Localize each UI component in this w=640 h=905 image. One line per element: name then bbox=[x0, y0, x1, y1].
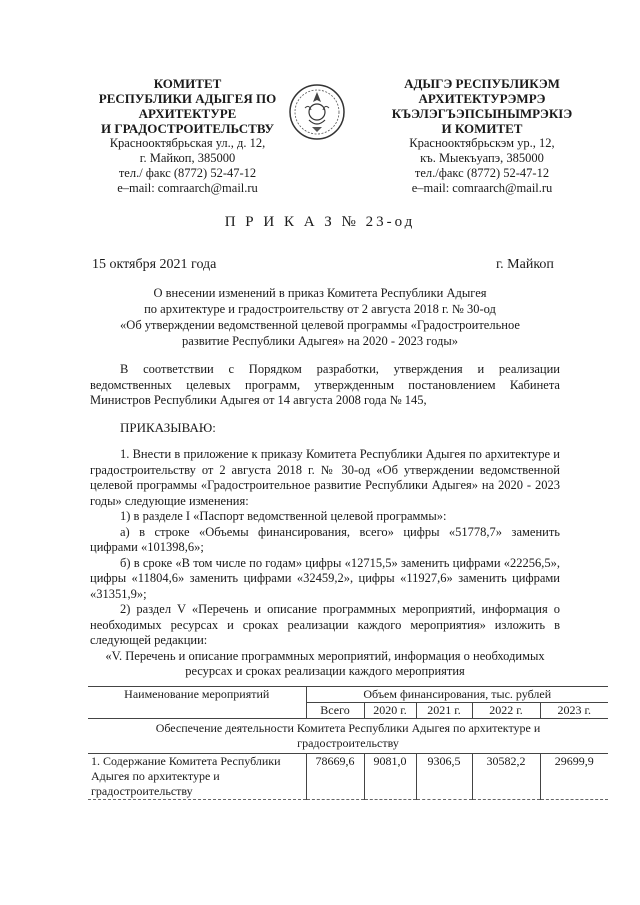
funding-table bbox=[88, 686, 608, 800]
funding-table-wrap bbox=[88, 686, 608, 800]
left-header-addr2: г. Майкоп, 385000 bbox=[139, 151, 236, 165]
order-body bbox=[90, 447, 560, 680]
section-title bbox=[90, 649, 560, 680]
subheader-2023: 2023 г. bbox=[557, 703, 592, 717]
col-funding-header: Объем финансирования, тыс. рублей bbox=[306, 687, 608, 703]
left-header-phone: тел./ факс (8772) 52-47-12 bbox=[118, 166, 257, 180]
order-title: П Р И К А З № 23-од bbox=[224, 214, 416, 230]
item-1-2: 2) раздел V «Перечень и описание программных мероприятий, информация о необходимых ресурсах и сроках реализации каждого мероприятия» изложить в следующей редакции: bbox=[90, 602, 560, 647]
right-header-line3: КЪЭЛЭГЪЭПСЫНЫМРЭКIЭ bbox=[391, 106, 573, 121]
subject-line-2: по архитектуре и градостроительству от 2 августа 2018 г. № 30-од bbox=[144, 302, 496, 316]
subheader-2021: 2021 г. bbox=[416, 703, 472, 719]
row1-name: 1. Содержание Комитета Республики Адыгея по архитектуре и градостроительству bbox=[88, 754, 306, 800]
right-header-line1: АДЫГЭ РЕСПУБЛИКЭМ bbox=[404, 76, 560, 91]
order-date: 15 октября 2021 года bbox=[92, 257, 217, 272]
item-1: 1. Внести в приложение к приказу Комитета Республики Адыгея по архитектуре и градостроительству от 2 августа 2018 г. № 30-од «Об утверждении ведомственной целевой программы «Градостроительное развитие Республики Адыгея» на 2020 - 2023 годы» следующие изменения: bbox=[90, 447, 560, 508]
subheader-2020: 2020 г. bbox=[364, 703, 416, 719]
row1-2022: 30582,2 bbox=[472, 754, 540, 800]
right-header bbox=[372, 76, 592, 196]
subheader-total: Всего bbox=[306, 703, 364, 719]
subject-line-4: развитие Республики Адыгея» на 2020 - 2023 годы» bbox=[181, 334, 459, 348]
order-word: ПРИКАЗЫВАЮ: bbox=[120, 420, 216, 435]
row1-total: 78669,6 bbox=[306, 754, 364, 800]
row1-2021: 9306,5 bbox=[416, 754, 472, 800]
left-header-line4: И ГРАДОСТРОИТЕЛЬСТВУ bbox=[100, 121, 274, 136]
item-1-1: 1) в разделе I «Паспорт ведомственной целевой программы»: bbox=[120, 509, 447, 523]
coat-of-arms-icon bbox=[287, 82, 347, 142]
right-header-phone: тел./факс (8772) 52-47-12 bbox=[414, 166, 550, 180]
item-1-b: б) в сроке «В том числе по годам» цифры «12715,5» заменить цифрами «22256,5», цифры «11804,6» заменить цифрами «32459,2», цифры «11927,6» заменить цифрами «31351,9»; bbox=[90, 555, 560, 601]
item-1-a: а) в строке «Объемы финансирования, всего» цифры «51778,7» заменить цифрами «101398,6»; bbox=[90, 524, 560, 554]
subject-line-1: О внесении изменений в приказ Комитета Республики Адыгея bbox=[153, 286, 487, 300]
section-title-line-2: ресурсах и сроках реализации каждого мероприятия bbox=[185, 664, 465, 678]
section-title-line-1: «V. Перечень и описание программных мероприятий, информация о необходимых bbox=[105, 648, 545, 663]
right-header-addr2: къ. Мыекъуапэ, 385000 bbox=[420, 151, 544, 165]
order-subject bbox=[80, 285, 560, 349]
row1-2020: 9081,0 bbox=[364, 754, 416, 800]
left-header-email: e–mail: comraarch@mail.ru bbox=[117, 181, 258, 195]
left-header-line1: КОМИТЕТ bbox=[153, 76, 222, 91]
left-header-line3: АРХИТЕКТУРЕ bbox=[138, 106, 237, 121]
preamble: В соответствии с Порядком разработки, утверждения и реализации ведомственных целевых программ, утвержденным постановлением Кабинета Министров Республики Адыгея от 14 августа 2008 года № 145, bbox=[90, 362, 560, 407]
order-city: г. Майкоп bbox=[496, 257, 554, 272]
left-header-line2: РЕСПУБЛИКИ АДЫГЕЯ ПО bbox=[98, 91, 277, 106]
col-name-header: Наименование мероприятий bbox=[88, 687, 306, 719]
left-header bbox=[75, 76, 300, 196]
subheader-2022: 2022 г. bbox=[472, 703, 540, 719]
right-header-line4: И КОМИТЕТ bbox=[441, 121, 523, 136]
group-header: Обеспечение деятельности Комитета Республики Адыгея по архитектуре и градостроительству bbox=[155, 721, 541, 750]
left-header-addr1: Краснооктябрьская ул., д. 12, bbox=[109, 136, 266, 150]
right-header-email: e–mail: comraarch@mail.ru bbox=[411, 181, 553, 195]
right-header-addr1: Краснооктябрьскэм ур., 12, bbox=[409, 136, 555, 150]
subject-line-3: «Об утверждении ведомственной целевой программы «Градостроительное bbox=[120, 318, 520, 332]
row1-2023: 29699,9 bbox=[554, 754, 594, 768]
right-header-line2: АРХИТЕКТУРЭМРЭ bbox=[418, 91, 546, 106]
